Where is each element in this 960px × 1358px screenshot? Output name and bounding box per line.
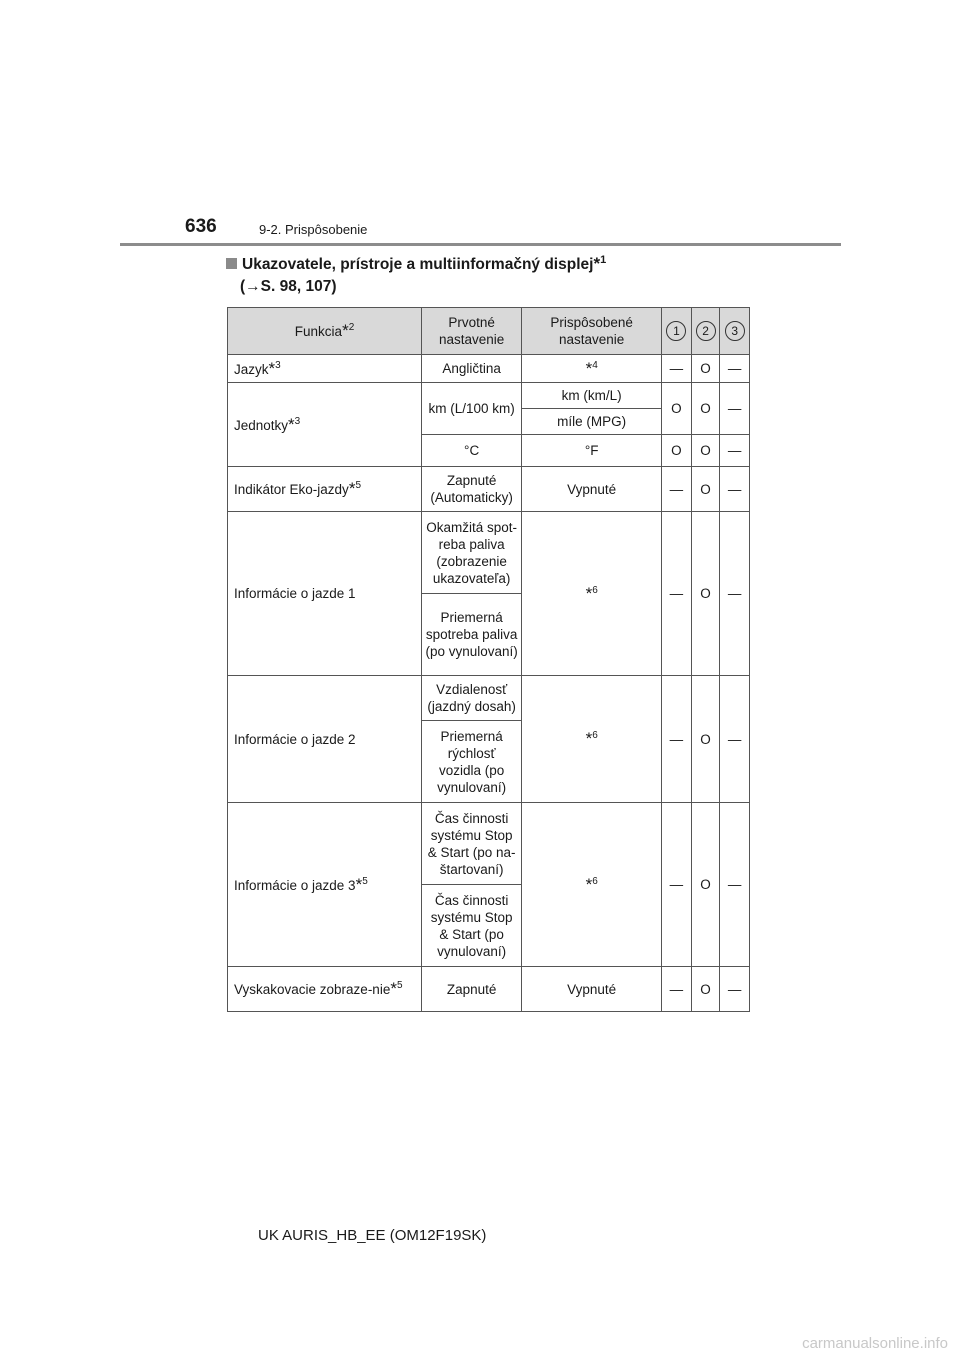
col2-mark: O: [691, 383, 720, 435]
custom-value: °F: [522, 435, 662, 467]
col1-mark: —: [662, 803, 692, 967]
header-col1: [662, 308, 692, 355]
col1-mark: O: [662, 383, 692, 435]
asterisk-icon: *: [342, 321, 349, 341]
table-row: [228, 512, 750, 594]
popup-label: Vyskakovacie zobraze-nie: [234, 982, 391, 998]
col3-mark: —: [720, 355, 750, 383]
default-value: Angličtina: [422, 355, 522, 383]
asterisk-icon: *: [585, 583, 593, 603]
custom-value: [522, 512, 662, 676]
square-bullet-icon: [226, 258, 237, 269]
units-label: Jednotky: [234, 417, 289, 433]
popup-note: 5: [396, 980, 403, 992]
circled-number-3: 3: [725, 321, 745, 341]
asterisk-icon: *: [288, 414, 295, 434]
section-reference: (→S. 98, 107): [240, 278, 337, 295]
col2-mark: O: [691, 467, 720, 512]
default-value: Čas činnosti systému Stop & Start (po na-štartovaní): [422, 803, 522, 885]
header-function: [228, 308, 422, 355]
col2-mark: O: [691, 435, 720, 467]
language-label: Jazyk: [234, 361, 269, 377]
section-title-note: 1: [600, 254, 607, 266]
custom-value: [522, 676, 662, 803]
col1-mark: —: [662, 676, 692, 803]
col3-mark: —: [720, 803, 750, 967]
default-value: Čas činnosti systému Stop & Start (po vynulovaní): [422, 885, 522, 967]
row-label: [228, 967, 422, 1012]
table-row: [228, 355, 750, 383]
col3-mark: —: [720, 467, 750, 512]
asterisk-icon: *: [593, 254, 601, 274]
header-function-label: Funkcia: [294, 324, 343, 340]
header-col2: [691, 308, 720, 355]
default-value: Priemerná spotreba paliva (po vynulovaní): [422, 594, 522, 676]
eco-label: Indikátor Eko-jazdy: [234, 482, 349, 498]
custom-value: Vypnuté: [522, 967, 662, 1012]
watermark[interactable]: carmanualsonline.info: [802, 1335, 948, 1352]
default-value: °C: [422, 435, 522, 467]
col3-mark: —: [720, 435, 750, 467]
default-value: Vzdialenosť (jazdný dosah): [422, 676, 522, 721]
asterisk-icon: *: [268, 358, 276, 378]
asterisk-icon: *: [355, 874, 363, 894]
col2-mark: O: [691, 803, 720, 967]
footer-model: UK AURIS_HB_EE (OM12F19SK): [258, 1227, 487, 1244]
row-label: [228, 803, 422, 967]
trip3-note: 5: [362, 875, 368, 887]
col2-mark: O: [691, 355, 720, 383]
language-note: 3: [275, 359, 281, 371]
col1-mark: —: [662, 967, 692, 1012]
default-value: km (L/100 km): [422, 383, 522, 435]
row-label: Informácie o jazde 2: [228, 676, 422, 803]
table-row: [228, 383, 750, 409]
table-header-row: [228, 308, 750, 355]
default-value: Okamžitá spot-reba paliva (zobrazenie ukazovateľa): [422, 512, 522, 594]
col1-mark: —: [662, 512, 692, 676]
default-value: Zapnuté (Automaticky): [422, 467, 522, 512]
section-title-text: Ukazovatele, prístroje a multiinformačný displej: [242, 256, 594, 274]
row-label: [228, 383, 422, 467]
row-label: Informácie o jazde 1: [228, 512, 422, 676]
custom-value: Vypnuté: [522, 467, 662, 512]
circled-number-1: 1: [666, 321, 686, 341]
asterisk-icon: *: [585, 358, 593, 378]
table-row: [228, 967, 750, 1012]
custom-value: [522, 355, 662, 383]
section-title: [226, 254, 606, 274]
col1-mark: O: [662, 435, 692, 467]
page-number: 636: [185, 216, 217, 237]
custom-note: 4: [592, 359, 598, 371]
circled-number-2: 2: [696, 321, 716, 341]
table-row: [228, 467, 750, 512]
custom-value: míle (MPG): [522, 409, 662, 435]
custom-note: 6: [592, 875, 598, 887]
units-note: 3: [294, 415, 301, 427]
header-default: Prvotné nastavenie: [422, 308, 522, 355]
col3-mark: —: [720, 512, 750, 676]
row-label: [228, 355, 422, 383]
col1-mark: —: [662, 355, 692, 383]
default-value: Priemerná rýchlosť vozidla (po vynulovaní): [422, 721, 522, 803]
asterisk-icon: *: [585, 874, 593, 894]
asterisk-icon: *: [348, 479, 356, 499]
col1-mark: —: [662, 467, 692, 512]
header-col3: [720, 308, 750, 355]
col2-mark: O: [691, 967, 720, 1012]
table-row: [228, 803, 750, 885]
header-custom: Prispôsobené nastavenie: [522, 308, 662, 355]
table-row: [228, 676, 750, 721]
asterisk-icon: *: [390, 979, 397, 999]
custom-note: 6: [592, 730, 598, 742]
custom-value: [522, 803, 662, 967]
custom-value: km (km/L): [522, 383, 662, 409]
customization-table: [227, 307, 750, 1012]
col2-mark: O: [691, 512, 720, 676]
eco-note: 5: [355, 480, 361, 492]
asterisk-icon: *: [585, 729, 593, 749]
col3-mark: —: [720, 676, 750, 803]
col2-mark: O: [691, 676, 720, 803]
header-function-note: 2: [348, 322, 355, 334]
chapter-title: 9-2. Prispôsobenie: [259, 222, 368, 237]
trip3-label: Informácie o jazde 3: [234, 877, 356, 893]
header-divider: [120, 243, 841, 246]
col3-mark: —: [720, 383, 750, 435]
row-label: [228, 467, 422, 512]
default-value: Zapnuté: [422, 967, 522, 1012]
custom-note: 6: [592, 584, 598, 596]
col3-mark: —: [720, 967, 750, 1012]
